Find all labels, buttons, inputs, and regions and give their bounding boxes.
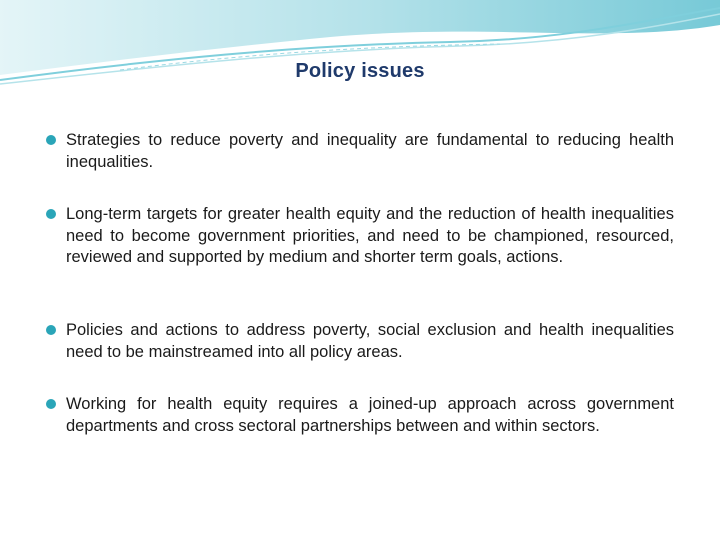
bullet-dot-icon: [46, 325, 56, 335]
bullet-item: [46, 204, 674, 269]
bullet-dot-icon: [46, 209, 56, 219]
bullet-item: [46, 130, 674, 173]
slide-title: Policy issues: [295, 60, 425, 82]
bullet-item: [46, 320, 674, 363]
bullet-item: [46, 394, 674, 437]
bullet-text: Working for health equity requires a joined-up approach across government departments and cross sectoral partnerships between and within sectors.: [66, 395, 674, 435]
bullet-dot-icon: [46, 135, 56, 145]
bullet-text: Strategies to reduce poverty and inequality are fundamental to reducing health inequalities.: [66, 131, 674, 171]
bullet-text: Policies and actions to address poverty, social exclusion and health inequalities need to be mainstreamed into all policy areas.: [66, 321, 674, 361]
bullet-text: Long-term targets for greater health equity and the reduction of health inequalities need to become government priorities, and need to be championed, resourced, reviewed and supported by medium and shorter term goals, actions.: [66, 205, 674, 266]
bullet-dot-icon: [46, 399, 56, 409]
